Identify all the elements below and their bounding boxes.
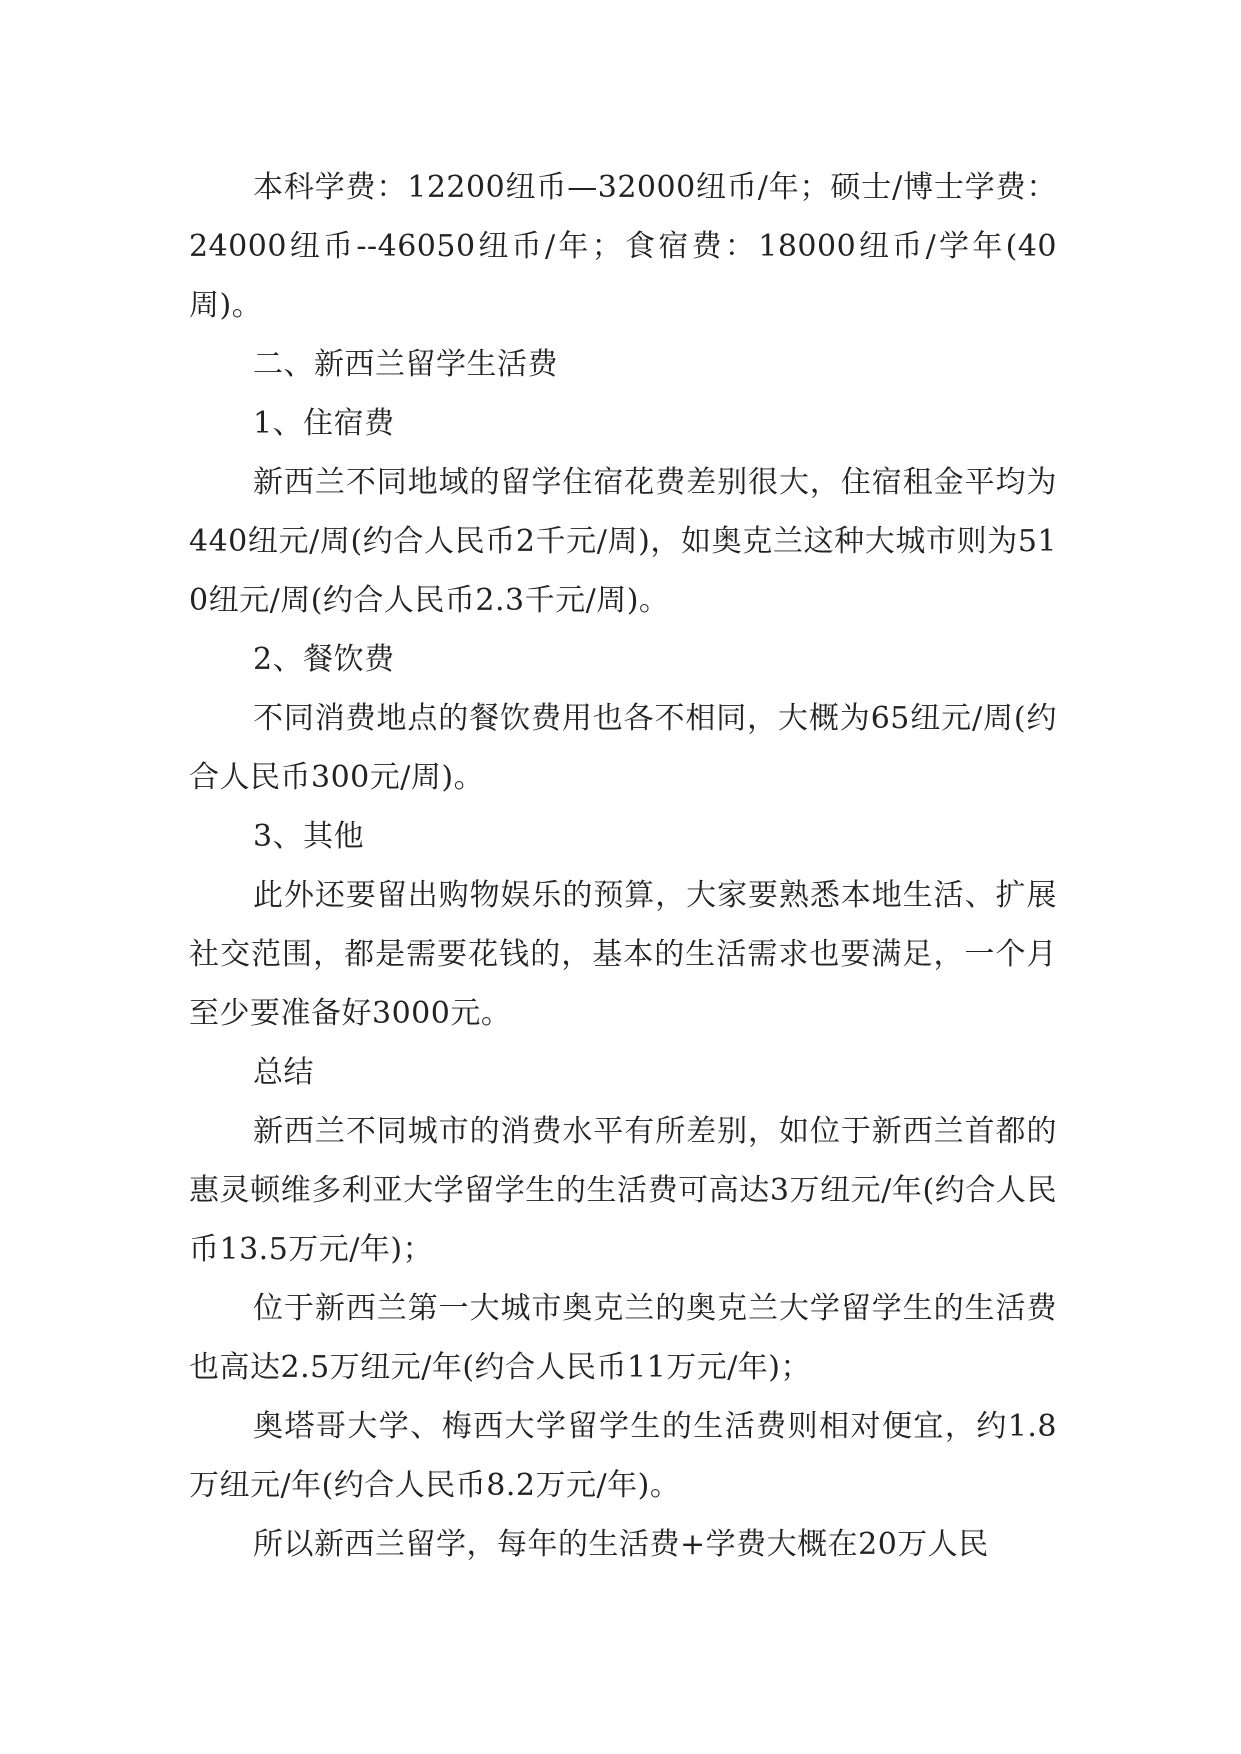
heading-summary: 总结 xyxy=(253,1055,314,1090)
paragraph-summary-otago-massey: 奥塔哥大学、梅西大学留学生的生活费则相对便宜，约1.8万纽元/年(约合人民币8.2万元/年)。 xyxy=(189,1409,1057,1503)
document-body xyxy=(189,158,1057,1574)
heading-accommodation: 1、住宿费 xyxy=(253,406,395,441)
paragraph-other: 此外还要留出购物娱乐的预算，大家要熟悉本地生活、扩展社交范围，都是需要花钱的，基本的生活需求也要满足，一个月至少要准备好3000元。 xyxy=(189,878,1057,1031)
paragraph-summary-wellington: 新西兰不同城市的消费水平有所差别，如位于新西兰首都的惠灵顿维多利亚大学留学生的生活费可高达3万纽元/年(约合人民币13.5万元/年)； xyxy=(189,1114,1057,1267)
paragraph-tuition: 本科学费：12200纽币—32000纽币/年；硕士/博士学费：24000纽币--46050纽币/年；食宿费：18000纽币/学年(40周)。 xyxy=(189,170,1057,323)
paragraph-summary-auckland: 位于新西兰第一大城市奥克兰的奥克兰大学留学生的生活费也高达2.5万纽元/年(约合人民币11万元/年)； xyxy=(189,1291,1057,1385)
paragraph-dining: 不同消费地点的餐饮费用也各不相同，大概为65纽元/周(约合人民币300元/周)。 xyxy=(189,701,1057,795)
heading-dining: 2、餐饮费 xyxy=(253,642,395,677)
heading-living-costs: 二、新西兰留学生活费 xyxy=(253,347,558,382)
paragraph-conclusion: 所以新西兰留学，每年的生活费+学费大概在20万人民 xyxy=(253,1527,989,1562)
heading-other: 3、其他 xyxy=(253,819,365,854)
paragraph-accommodation: 新西兰不同地域的留学住宿花费差别很大，住宿租金平均为440纽元/周(约合人民币2千元/周)，如奥克兰这种大城市则为510纽元/周(约合人民币2.3千元/周)。 xyxy=(189,465,1057,618)
